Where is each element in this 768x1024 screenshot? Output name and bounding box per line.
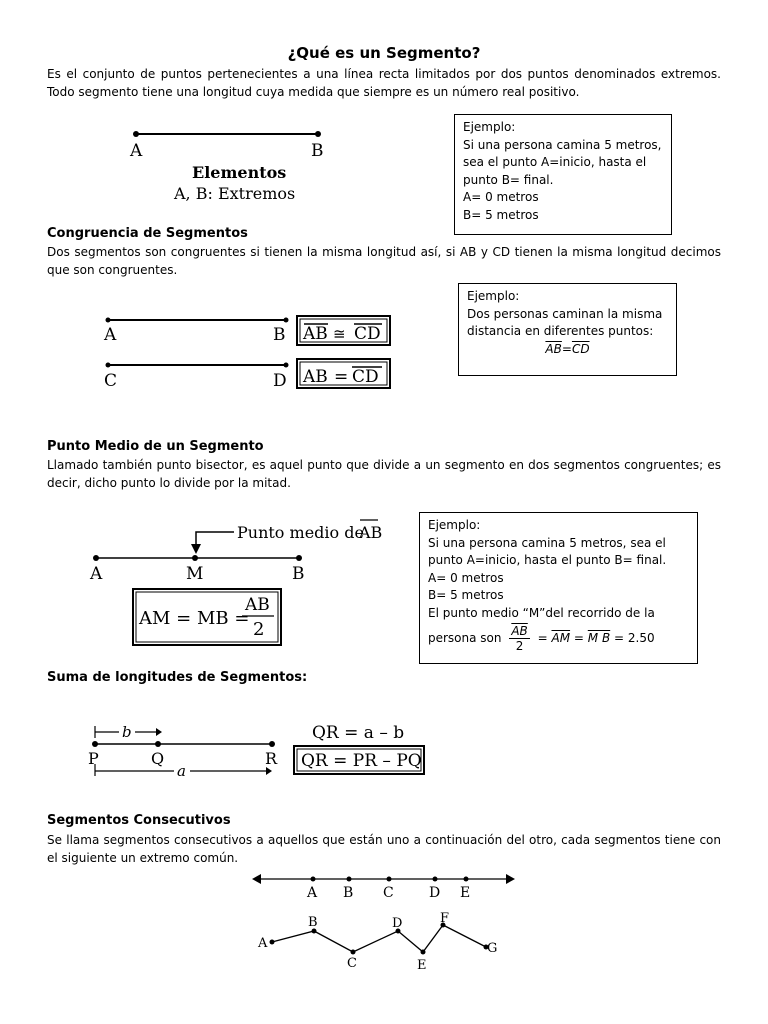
- zig-point-d: D: [392, 916, 403, 931]
- example-formula-line: persona son $\frac{\overline{AB}}{2}$ = $\overline{AM} = M$ B = 2.50: [428, 624, 655, 653]
- line-point-c: C: [383, 885, 394, 901]
- zig-point-b: B: [308, 915, 318, 930]
- page-title: ¿Qué es un Segmento?: [287, 44, 481, 62]
- example-line: punto B= final.: [463, 172, 554, 187]
- congruence-symbol: ≅: [333, 325, 346, 343]
- line-point-b: B: [343, 885, 354, 901]
- point-b-label: B: [311, 141, 324, 161]
- example-fraction: $\frac{\overline{AB}}{2}$: [511, 624, 528, 653]
- point-d-label: D: [273, 371, 287, 391]
- example-box-segment: [454, 114, 672, 235]
- point-a-label: A: [104, 325, 117, 345]
- point-a-label: A: [130, 141, 143, 161]
- example-line: B= 5 metros: [463, 207, 539, 222]
- point-b-label: B: [273, 325, 286, 345]
- example-heading: Ejemplo:: [428, 518, 481, 532]
- midpoint-label: Punto medio de: [237, 523, 364, 542]
- example-line: Si una persona camina 5 metros, sea el: [428, 535, 666, 550]
- consecutivos-paragraph: Se llama segmentos consecutivos a aquellos que están uno a continuación del otro, cada segmentos tiene con el siguiente un extremo común.: [47, 833, 721, 865]
- example-line: sea el punto A=inicio, hasta el: [463, 155, 647, 169]
- example-heading: Ejemplo:: [467, 289, 520, 303]
- zig-point-a: A: [258, 936, 268, 951]
- example-line: B= 5 metros: [428, 588, 504, 602]
- segment-sum-figure: [86, 720, 431, 782]
- point-q-label: Q: [151, 749, 165, 768]
- equal-seg-cd: CD: [352, 367, 379, 387]
- length-b-label: b: [122, 723, 132, 741]
- midpoint-formula-den: 2: [253, 619, 265, 640]
- elements-caption-sub: A, B: Extremos: [174, 184, 296, 203]
- line-point-a: A: [307, 885, 318, 901]
- point-b-label: B: [292, 564, 305, 584]
- congruencia-heading: Congruencia de Segmentos: [47, 226, 248, 241]
- line-point-e: E: [460, 885, 471, 901]
- point-p-label: P: [88, 749, 99, 768]
- example-line: A= 0 metros: [463, 190, 539, 204]
- congruence-seg-ab: AB: [303, 324, 328, 344]
- point-a-label: A: [90, 564, 103, 584]
- congruent-segments-figure: [100, 310, 400, 392]
- length-a-label: a: [177, 762, 186, 780]
- segment-ab-figure: [120, 120, 324, 210]
- zig-point-f: F: [440, 911, 450, 926]
- example-line: Si una persona camina 5 metros,: [463, 137, 662, 152]
- zig-point-e: E: [417, 958, 427, 973]
- consecutive-zigzag-figure: [256, 912, 506, 974]
- example-line: distancia en diferentes puntos:: [467, 324, 654, 338]
- sum-equation-top: QR = a – b: [312, 723, 405, 743]
- consecutivos-heading: Segmentos Consecutivos: [47, 813, 231, 828]
- equal-seg-ab: AB: [303, 367, 328, 387]
- midpoint-label-seg: AB: [359, 523, 383, 542]
- midpoint-formula-lhs: AM = MB =: [139, 608, 250, 629]
- example-line: Dos personas caminan la misma: [467, 306, 663, 321]
- equal-symbol: =: [334, 367, 349, 387]
- punto-medio-paragraph: Llamado también punto bisector, es aquel punto que divide a un segmento en dos segmentos congruentes; es decir, dicho punto lo divide por la mitad.: [47, 458, 721, 490]
- point-r-label: R: [265, 749, 278, 768]
- suma-heading: Suma de longitudes de Segmentos:: [47, 670, 308, 685]
- point-c-label: C: [104, 371, 118, 391]
- congruence-seg-cd: CD: [354, 324, 381, 344]
- example-line: El punto medio “M”del recorrido de la: [428, 605, 655, 620]
- midpoint-figure: [82, 514, 392, 649]
- zig-point-g: G: [487, 941, 498, 956]
- congruencia-paragraph: Dos segmentos son congruentes si tienen la misma longitud así, si AB y CD tienen la misma longitud decimos que son congruentes.: [47, 245, 721, 277]
- example-box-midpoint: [419, 512, 698, 664]
- example-formula: $\overline{AB}=\overline{CD}$: [545, 341, 590, 356]
- line-point-d: D: [429, 885, 441, 901]
- consecutive-line-figure: [252, 872, 517, 902]
- example-line: punto A=inicio, hasta el punto B= final.: [428, 553, 667, 567]
- punto-medio-heading: Punto Medio de un Segmento: [47, 439, 264, 454]
- zig-point-c: C: [347, 956, 357, 971]
- example-box-congruence: [458, 283, 677, 376]
- sum-equation-box: QR = PR – PQ: [301, 751, 422, 771]
- midpoint-formula-num: AB: [245, 595, 270, 615]
- intro-paragraph: Es el conjunto de puntos pertenecientes a una línea recta limitados por dos puntos denominados extremos. Todo segmento tiene una longitud cuya medida que siempre es un número real positivo.: [47, 67, 721, 99]
- example-heading: Ejemplo:: [463, 120, 516, 134]
- point-m-label: M: [186, 564, 204, 584]
- elements-caption-title: Elementos: [192, 163, 287, 182]
- example-line: A= 0 metros: [428, 570, 504, 585]
